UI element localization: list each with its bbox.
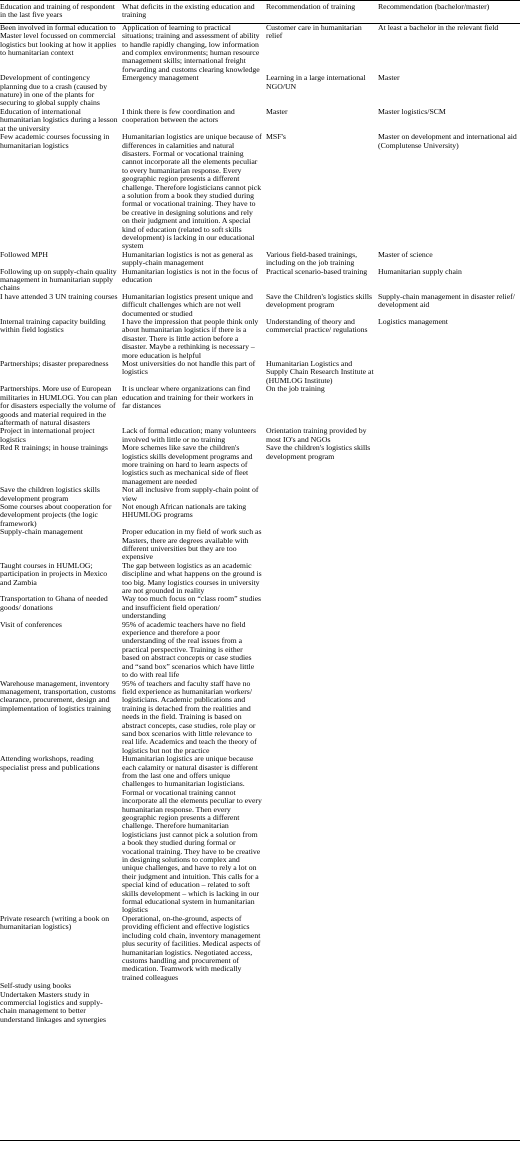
table-row bbox=[0, 108, 520, 133]
degree-cell bbox=[376, 360, 520, 385]
education-cell: Following up on supply-chain quality management in humanitarian supply chains bbox=[0, 266, 117, 293]
degree-cell bbox=[376, 915, 520, 982]
deficit-cell bbox=[120, 991, 264, 1025]
training-cell: Save the children's logistics skills development program bbox=[266, 443, 371, 461]
education-cell: Development of contingency planning due to a crash (caused by nature) in one of the plants for securing to global supply chains bbox=[0, 73, 108, 108]
education-cell: Transportation to Ghana of needed goods/ donations bbox=[0, 594, 108, 612]
deficit-cell: Emergency management bbox=[122, 73, 199, 83]
table-row bbox=[0, 385, 520, 427]
deficit-cell: Lack of formal education; many volunteers involved with little or no training bbox=[122, 426, 257, 444]
training-cell: On the job training bbox=[266, 384, 325, 394]
degree-cell bbox=[376, 680, 520, 756]
table-row bbox=[0, 23, 520, 74]
degree-cell bbox=[376, 991, 520, 1025]
education-cell: Been involved in formal education to Master level focussed on commercial logistics but looking at how it applies to humanitarian context bbox=[0, 22, 117, 58]
education-cell: Few academic courses focussing in humanitarian logistics bbox=[0, 132, 110, 150]
degree-cell: Master of science bbox=[378, 249, 433, 259]
degree-cell bbox=[376, 982, 520, 990]
education-cell: Private research (writing a book on humanitarian logistics) bbox=[0, 913, 110, 932]
education-cell: Save the children logistics skills development program bbox=[0, 485, 100, 503]
deficit-cell: Most universities do not handle this part of logistics bbox=[122, 359, 256, 377]
education-cell: Education of international humanitarian logistics during a lesson at the university bbox=[0, 106, 118, 133]
degree-cell bbox=[376, 562, 520, 596]
deficit-cell: I have the impression that people think only about humanitarian logistics if there is a disaster. There is little action before a disaster. Maybe a rethinking is necessary – more education is helpful bbox=[122, 317, 259, 360]
degree-cell: Supply-chain management in disaster relief/ development aid bbox=[378, 291, 515, 310]
degree-cell bbox=[376, 486, 520, 503]
header-training-recommendation: Recommendation of training bbox=[264, 1, 376, 24]
table-row bbox=[0, 528, 520, 562]
training-cell: Orientation training provided by most IO's and NGOs bbox=[266, 426, 367, 444]
deficit-cell: 95% of teachers and faculty staff have no field experience as humanitarian workers/ logisticians. Academic publications and training is detached from the realities and needs in the field. Training is based on abstract concepts, case studies, role play or sand box scenarios with little relevance to real life. Academics and teach the theory of logistics but not the practice bbox=[122, 678, 257, 755]
degree-cell: Master logistics/SCM bbox=[378, 106, 446, 116]
education-cell: Red R trainings; in house trainings bbox=[0, 443, 108, 453]
education-cell: Project in international project logistics bbox=[0, 426, 95, 444]
table-row bbox=[0, 268, 520, 293]
table-row bbox=[0, 360, 520, 385]
table-row bbox=[0, 427, 520, 444]
training-cell bbox=[264, 503, 376, 528]
degree-cell bbox=[376, 385, 520, 427]
training-cell bbox=[264, 595, 376, 620]
education-cell: Undertaken Masters study in commercial logistics and supply-chain management to better understand linkages and synergies bbox=[0, 989, 106, 1024]
table-row bbox=[0, 755, 520, 915]
table-row bbox=[0, 915, 520, 982]
deficit-cell: Humanitarian logistics are unique because of differences in calamities and natural disasters. Formal or vocational training cannot incorporate all the elements peculiar to every humanitarian response. Every geographic region presents a different challenge. Therefore logisticians cannot pick a solution from a book they studied during formal or vocational training. They have to be creative in designing solutions and rely on their judgment and intuition. A special kind of education (related to soft skills development) is lacking in our educational system bbox=[122, 132, 262, 251]
education-cell: Some courses about cooperation for development projects (the logic framework) bbox=[0, 501, 112, 528]
deficit-cell: The gap between logistics as an academic discipline and what happens on the ground is too big. Many logistics courses in university are not grounded in reality bbox=[122, 560, 262, 596]
education-cell: Internal training capacity building within field logistics bbox=[0, 317, 106, 335]
table-row bbox=[0, 133, 520, 251]
training-cell bbox=[264, 562, 376, 596]
deficit-cell: 95% of academic teachers have no field experience and therefore a poor understanding of the real issues from a practical perspective. Training is either based on abstract concepts or case studies and “sand box” scenarios which have little to do with real life bbox=[122, 619, 255, 680]
deficit-cell: Operational, on-the-ground, aspects of providing efficient and effective logistics including cold chain, inventory management plus security of facilities. Medical aspects of humanitarian logistics. Negotiated access, customs handling and procurement of medication. Teamwork with medically trained colleagues bbox=[122, 913, 261, 982]
deficit-cell: Not all inclusive from supply-chain point of view bbox=[122, 485, 259, 503]
training-cell bbox=[264, 915, 376, 982]
training-cell: Humanitarian Logistics and Supply Chain Research Institute at (HUMLOG Institute) bbox=[266, 359, 374, 385]
education-cell: Self-study using books bbox=[0, 981, 72, 991]
table-bottom-rule-row bbox=[0, 1024, 520, 1140]
degree-cell bbox=[376, 755, 520, 915]
header-deficits: What deficits in the existing education and training bbox=[120, 1, 264, 24]
table-bottom-spacer bbox=[0, 1024, 520, 1140]
degree-cell: Humanitarian supply chain bbox=[378, 266, 462, 276]
education-cell: Partnerships. More use of European militaries in HUMLOG. You can plan for disasters especially the volume of goods and material required in the aftermath of natural disasters bbox=[0, 384, 118, 427]
table-row bbox=[0, 251, 520, 268]
table-row bbox=[0, 595, 520, 620]
deficit-cell: Humanitarian logistics is not as general as supply-chain management bbox=[122, 249, 253, 268]
training-cell bbox=[264, 982, 376, 990]
header-education: Education and training of respondent in the last five years bbox=[0, 1, 120, 24]
table-row bbox=[0, 486, 520, 503]
education-cell: Visit of conferences bbox=[0, 619, 62, 629]
table-row bbox=[0, 318, 520, 360]
education-cell: Taught courses in HUMLOG; participation in projects in Mexico and Zambia bbox=[0, 560, 108, 587]
degree-cell bbox=[376, 621, 520, 680]
table-row bbox=[0, 293, 520, 318]
deficit-cell: It is unclear where organizations can find education and training for their workers in far distances bbox=[122, 384, 254, 411]
training-cell: Save the Children's logistics skills development program bbox=[266, 291, 373, 310]
education-cell: Supply-chain management bbox=[0, 527, 83, 537]
training-cell bbox=[264, 680, 376, 756]
table-row bbox=[0, 444, 520, 486]
education-cell: Followed MPH bbox=[0, 249, 49, 259]
deficit-cell: Humanitarian logistics are unique because each calamity or natural disaster is different from the last one and offers unique challenges to humanitarian logisticians. Formal or vocational training cannot incorporate all the elements peculiar to every humanitarian response. Then every geographic region presents a different challenge. Therefore humanitarian logisticians just cannot pick a solution from a book they studied during formal or vocational training. They have to be creative in designing solutions to complex and unique challenges, and have to rely a lot on their judgment and intuition. This calls for a special kind of education – related to soft skills development – which is lacking in our formal educational system in humanitarian logistics bbox=[122, 754, 262, 915]
table-row bbox=[0, 562, 520, 596]
degree-cell bbox=[376, 444, 520, 486]
degree-cell bbox=[376, 427, 520, 444]
education-cell: Partnerships; disaster preparedness bbox=[0, 359, 109, 369]
header-degree-recommendation: Recommendation (bachelor/master) bbox=[376, 1, 520, 24]
training-cell bbox=[264, 528, 376, 562]
degree-cell bbox=[376, 595, 520, 620]
deficit-cell: Not enough African nationals are taking HHUMLOG programs bbox=[122, 501, 247, 520]
table-row bbox=[0, 621, 520, 680]
degree-cell: Master bbox=[378, 73, 400, 83]
deficit-cell: Way too much focus on “class room” studies and insufficient field operation/ understanding bbox=[122, 594, 262, 621]
degree-cell: Logistics management bbox=[378, 317, 448, 327]
deficit-cell: Humanitarian logistics present unique and difficult challenges which are not well documented or studied bbox=[122, 291, 253, 318]
degree-cell: Master on development and international aid (Complutense University) bbox=[378, 132, 517, 150]
training-cell: MSF's bbox=[266, 132, 286, 142]
training-cell: Master bbox=[266, 106, 288, 116]
table-row bbox=[0, 680, 520, 756]
degree-cell: At least a bachelor in the relevant field bbox=[378, 22, 499, 32]
training-cell: Learning in a large international NGO/UN bbox=[266, 73, 366, 91]
training-cell: Understanding of theory and commercial practice/ regulations bbox=[266, 317, 368, 335]
training-cell bbox=[264, 755, 376, 915]
training-cell bbox=[264, 621, 376, 680]
degree-cell bbox=[376, 528, 520, 562]
degree-cell bbox=[376, 503, 520, 528]
table-row bbox=[0, 991, 520, 1025]
deficit-cell: More schemes like save the children's logistics skills development programs and more training on hard to learn aspects of logistics such as mechanical side of fleet management are needed bbox=[122, 443, 253, 486]
training-cell bbox=[264, 486, 376, 503]
training-cell: Practical scenario-based training bbox=[266, 266, 368, 276]
table-row bbox=[0, 503, 520, 528]
training-cell: Customer care in humanitarian relief bbox=[266, 22, 362, 41]
deficit-cell: I think there is few coordination and cooperation between the actors bbox=[122, 106, 235, 125]
table-body bbox=[0, 23, 520, 1140]
deficit-cell: Humanitarian logistics is not in the focus of education bbox=[122, 266, 258, 284]
table-header-row bbox=[0, 1, 520, 24]
deficit-cell: Application of learning to practical situations; training and assessment of ability to handle rapidly changing, low information and complex environments; human resource management skills; international freight forwarding and customs clearing knowledge bbox=[122, 22, 260, 74]
education-cell: Warehouse management, inventory management, transportation, customs clearance, procurement, design and implementation of logistics training bbox=[0, 678, 116, 713]
training-cell: Various field-based trainings, including on the job training bbox=[266, 249, 358, 268]
education-cell: Attending workshops, reading specialist press and publications bbox=[0, 754, 100, 772]
deficit-cell: Proper education in my field of work such as Masters, there are degrees available with different universities but they are too expensive bbox=[122, 527, 262, 562]
training-cell bbox=[264, 991, 376, 1025]
table-row bbox=[0, 74, 520, 108]
education-cell: I have attended 3 UN training courses bbox=[0, 291, 118, 301]
deficit-cell bbox=[120, 982, 264, 990]
